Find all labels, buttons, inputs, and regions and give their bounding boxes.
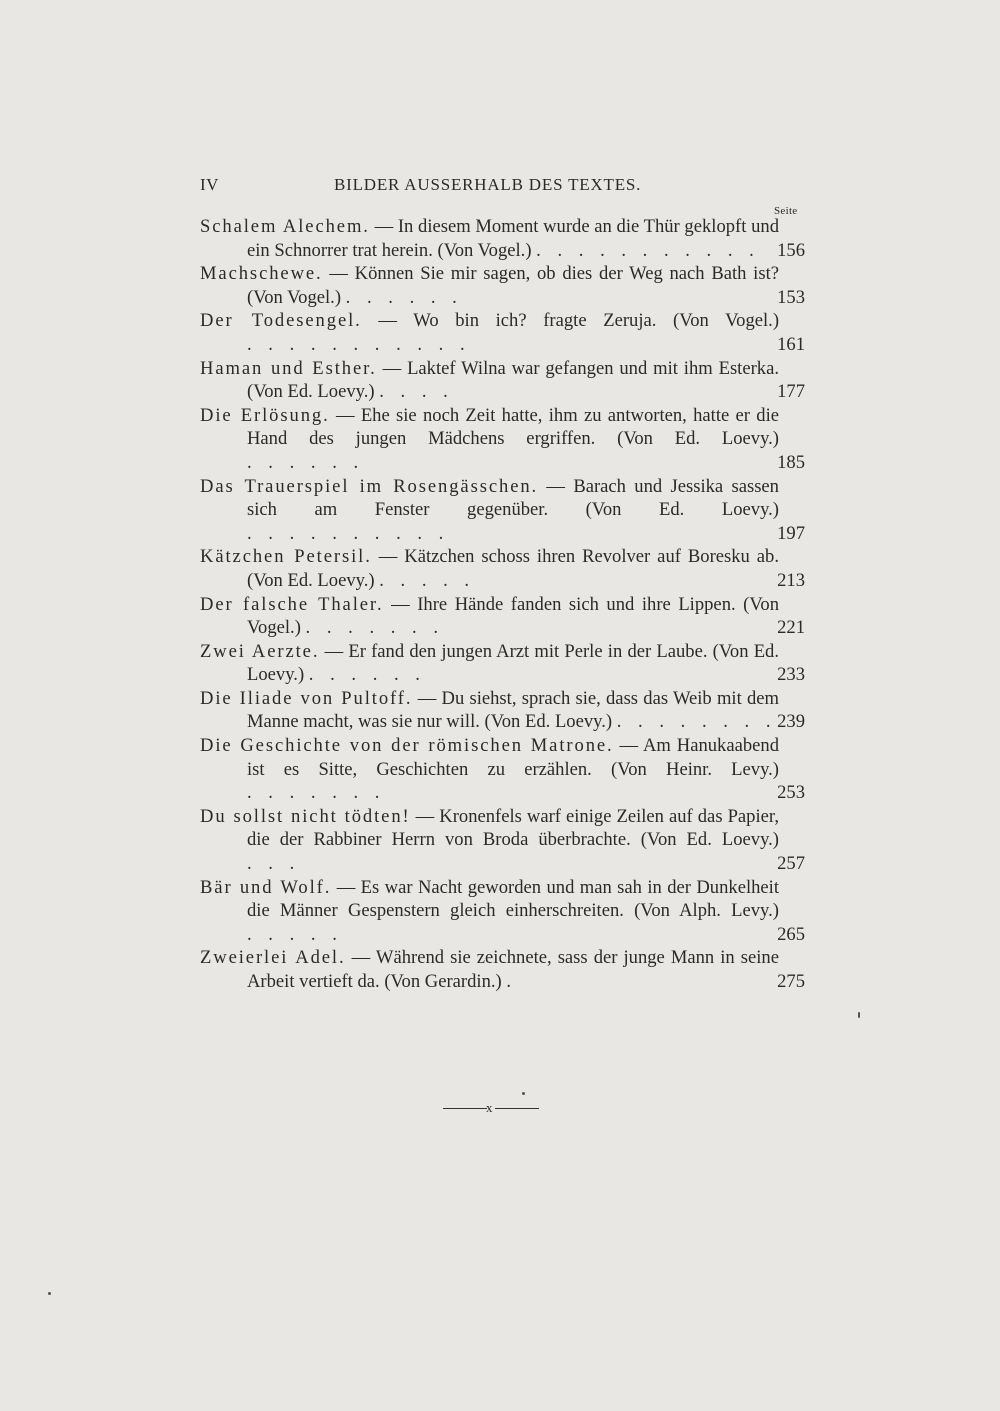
ornament-cross: x <box>486 1100 493 1115</box>
dot-leader: . . . . . . . . . . <box>247 522 450 544</box>
entry-title: Kätzchen Petersil. <box>200 546 372 568</box>
entry-caption: — Wo bin ich? fragte Zeruja. (Von Vogel.) <box>378 310 780 332</box>
ornament-rule-right <box>495 1108 539 1109</box>
entry-title: Der falsche Thaler. <box>200 593 384 615</box>
dot-leader: . . . . . . . . . . . <box>536 239 760 261</box>
entry-title: Haman und Esther. <box>200 357 377 379</box>
entry-caption: — Du siehst, sprach sie, dass das Weib mit dem Manne macht, was sie nur will. (Von Ed. Loevy.) <box>247 687 780 733</box>
list-item <box>200 309 805 356</box>
dot-leader: . . . . . . <box>308 664 426 686</box>
running-head <box>200 175 800 199</box>
page-column-label: Seite <box>774 205 798 217</box>
entry-caption: — Es war Nacht geworden und man sah in der Dunkelheit die Männer Gespenstern gleich einherschreiten. (Von Alph. Levy.) <box>247 876 780 922</box>
paper-speck <box>522 1092 525 1095</box>
entry-caption: — Kronenfels warf einige Zeilen auf das Papier, die der Rabbiner Herrn von Broda überbrachte. (Von Ed. Loevy.) <box>247 805 779 851</box>
entry-page-number: 221 <box>777 617 805 639</box>
list-item <box>200 640 805 687</box>
entry-caption: — Können Sie mir sagen, ob dies der Weg nach Bath ist? (Von Vogel.) <box>247 263 779 308</box>
list-item <box>200 545 805 592</box>
entry-page-number: 257 <box>777 853 805 875</box>
entry-caption: — Laktef Wilna war gefangen und mit ihm Esterka. (Von Ed. Loevy.) <box>247 357 779 403</box>
entry-title: Zwei Aerzte. <box>200 640 320 662</box>
entry-title: Machschewe. <box>200 263 323 285</box>
dot-leader: . . . <box>247 853 301 875</box>
entry-page-number: 239 <box>777 711 805 733</box>
paper-speck <box>858 1012 860 1018</box>
dot-leader: . <box>506 971 518 992</box>
dot-leader: . . . . <box>379 381 454 403</box>
dot-leader: . . . . . . . . <box>616 711 777 733</box>
entry-title: Du sollst nicht tödten! <box>200 805 411 827</box>
entry-title: Die Iliade von Pultoff. <box>200 687 413 709</box>
entry-page-number: 153 <box>777 286 805 308</box>
list-item <box>200 876 805 947</box>
list-item <box>200 946 805 993</box>
dot-leader: . . . . . . . <box>247 782 386 804</box>
entry-page-number: 265 <box>777 923 805 945</box>
entry-title: Die Erlösung. <box>200 404 330 426</box>
list-item <box>200 593 805 640</box>
page-number: IV <box>200 175 219 194</box>
entry-page-number: 233 <box>777 664 805 686</box>
entry-title: Bär und Wolf. <box>200 876 332 898</box>
entry-title: Der Todesengel. <box>200 310 362 332</box>
entry-page-number: 253 <box>777 782 805 804</box>
entry-title: Die Geschichte von der römischen Matrone. <box>200 735 614 757</box>
dot-leader: . . . . . <box>379 569 476 591</box>
page-heading: BILDER AUSSERHALB DES TEXTES. <box>334 175 642 194</box>
entry-caption: — Während sie zeichnete, sass der junge Mann in seine Arbeit vertieft da. (Von Gerardin.) <box>247 947 779 992</box>
entry-caption: — Ihre Hände fanden sich und ihre Lippen. (Von Vogel.) <box>247 593 779 639</box>
ornament-rule-left <box>443 1108 487 1109</box>
entry-title: Schalem Alechem. <box>200 216 370 237</box>
dot-leader: . . . . . <box>247 923 343 945</box>
list-item <box>200 734 805 805</box>
dot-leader: . . . . . . <box>247 451 365 473</box>
entry-caption: — Kätzchen schoss ihren Revolver auf Boresku ab. (Von Ed. Loevy.) <box>247 546 779 591</box>
entry-page-number: 156 <box>777 239 805 261</box>
entry-caption: — Barach und Jessika sassen sich am Fenster gegenüber. (Von Ed. Loevy.) <box>247 475 779 521</box>
entry-title: Das Trauerspiel im Rosengässchen. <box>200 475 539 497</box>
dot-leader: . . . . . . <box>345 286 463 308</box>
entry-page-number: 161 <box>777 333 805 355</box>
illustration-list <box>200 215 805 994</box>
entry-page-number: 177 <box>777 381 805 403</box>
entry-caption: — In diesem Moment wurde an die Thür geklopft und ein Schnorrer trat herein. (Von Vogel.) <box>247 216 779 261</box>
paper-speck <box>48 1292 51 1295</box>
entry-page-number: 185 <box>777 451 805 473</box>
list-item <box>200 262 805 309</box>
entry-caption: — Am Hanukaabend ist es Sitte, Geschichten zu erzählen. (Von Heinr. Levy.) <box>247 735 779 780</box>
list-item <box>200 805 805 876</box>
entry-caption: — Ehe sie noch Zeit hatte, ihm zu antworten, hatte er die Hand des jungen Mädchens ergriffen. (Von Ed. Loevy.) <box>247 404 779 450</box>
entry-caption: — Er fand den jungen Arzt mit Perle in der Laube. (Von Ed. Loevy.) <box>247 640 779 686</box>
list-item <box>200 475 805 546</box>
entry-page-number: 197 <box>777 522 805 544</box>
dot-leader: . . . . . . . . . . . <box>247 333 471 355</box>
entry-page-number: 213 <box>777 569 805 591</box>
list-item <box>200 404 805 475</box>
list-item <box>200 687 805 734</box>
entry-page-number: 275 <box>777 971 805 992</box>
list-item <box>200 357 805 404</box>
dot-leader: . . . . . . . <box>305 617 444 639</box>
end-ornament <box>443 1098 539 1118</box>
entry-title: Zweierlei Adel. <box>200 947 346 969</box>
list-item <box>200 215 805 262</box>
